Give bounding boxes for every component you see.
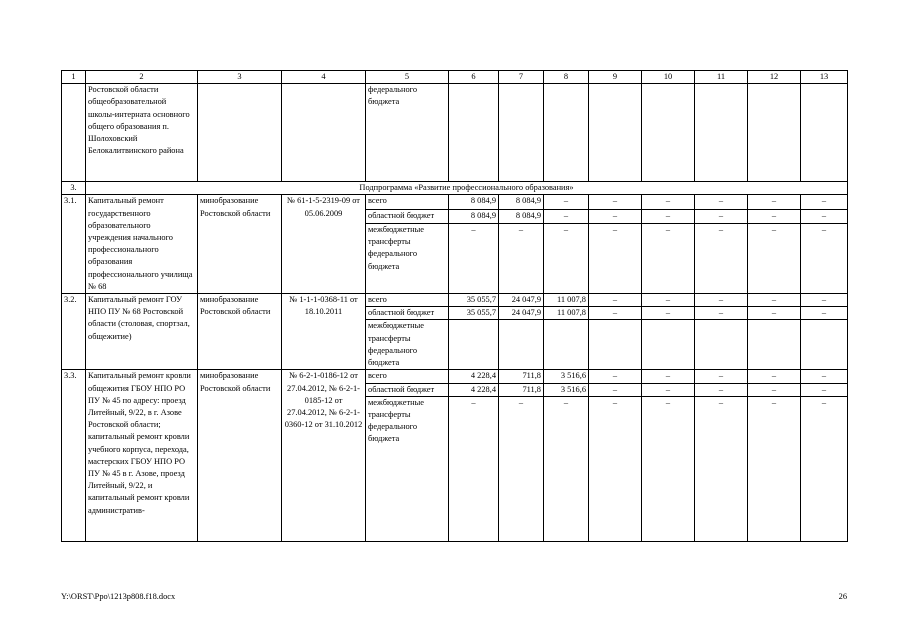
value-cell: – — [748, 307, 801, 320]
value-cell: – — [449, 396, 499, 541]
source-cell: всего — [366, 370, 449, 383]
value-cell: 35 055,7 — [449, 307, 499, 320]
value-cell: – — [748, 294, 801, 307]
value-cell: 8 084,9 — [499, 209, 544, 223]
source-cell: федерального бюджета — [366, 84, 449, 182]
document-cell: № 61-1-5-2319-09 от 05.06.2009 — [282, 195, 366, 294]
customer-cell: минобразование Ростовской области — [198, 195, 282, 294]
source-cell: межбюджетные трансферты федерального бюджета — [366, 320, 449, 370]
page-number: 26 — [838, 592, 847, 601]
source-cell: межбюджетные трансферты федерального бюджета — [366, 396, 449, 541]
col-header: 4 — [282, 71, 366, 84]
document-cell: № 6-2-1-0186-12 от 27.04.2012, № 6-2-1-0185-12 от 27.04.2012, № 6-2-1-0360-12 от 31.10.2012 — [282, 370, 366, 541]
source-cell: областной бюджет — [366, 383, 449, 396]
value-cell: – — [642, 307, 695, 320]
col-header: 10 — [642, 71, 695, 84]
value-cell: 24 047,9 — [499, 294, 544, 307]
table-row — [62, 294, 848, 307]
value-cell: – — [642, 209, 695, 223]
value-cell: – — [449, 224, 499, 294]
col-header: 3 — [198, 71, 282, 84]
col-header: 8 — [544, 71, 589, 84]
col-header: 5 — [366, 71, 449, 84]
object-cell: Капитальный ремонт государственного образовательного учреждения начального профессионального образования профессионального училища № 68 — [86, 195, 198, 294]
value-cell: – — [695, 195, 748, 209]
value-cell: 4 228,4 — [449, 383, 499, 396]
value-cell: 3 516,6 — [544, 370, 589, 383]
value-cell: – — [544, 209, 589, 223]
value-cell: – — [801, 224, 848, 294]
object-cell: Капитальный ремонт ГОУ НПО ПУ № 68 Ростовской области (столовая, спортзал, общежитие) — [86, 294, 198, 370]
value-cell: – — [801, 307, 848, 320]
value-cell: – — [695, 370, 748, 383]
table-row — [62, 370, 848, 383]
value-cell: 8 084,9 — [499, 195, 544, 209]
col-header: 13 — [801, 71, 848, 84]
column-number-row — [62, 71, 848, 84]
value-cell: – — [748, 396, 801, 541]
source-cell: всего — [366, 294, 449, 307]
value-cell: – — [748, 224, 801, 294]
section-number: 3. — [62, 182, 86, 195]
value-cell: – — [642, 294, 695, 307]
value-cell: – — [589, 370, 642, 383]
col-header: 12 — [748, 71, 801, 84]
value-cell: 24 047,9 — [499, 307, 544, 320]
value-cell: – — [695, 396, 748, 541]
object-cell: Капитальный ремонт кровли общежития ГБОУ НПО РО ПУ № 45 по адресу: проезд Литейный, 9/22, в г. Азове Ростовской области; капитальный ремонт кровли учебного корпуса, перехода, мастерских ГБОУ НПО РО ПУ № 45 в г. Азове, проезд Литейный, 9/22, и капитальный ремонт кровли административ- — [86, 370, 198, 541]
section-row — [62, 182, 848, 195]
value-cell: – — [499, 224, 544, 294]
value-cell: 711,8 — [499, 383, 544, 396]
value-cell: – — [589, 396, 642, 541]
value-cell: – — [801, 209, 848, 223]
value-cell: – — [589, 195, 642, 209]
value-cell: 711,8 — [499, 370, 544, 383]
section-title: Подпрограмма «Развитие профессионального образования» — [86, 182, 848, 195]
budget-table — [61, 70, 848, 542]
value-cell: – — [589, 383, 642, 396]
value-cell: – — [589, 224, 642, 294]
item-number: 3.1. — [62, 195, 86, 294]
value-cell: 11 007,8 — [544, 294, 589, 307]
col-header: 2 — [86, 71, 198, 84]
col-header: 7 — [499, 71, 544, 84]
continuation-row — [62, 84, 848, 182]
value-cell: – — [642, 396, 695, 541]
value-cell: – — [642, 383, 695, 396]
value-cell: – — [544, 224, 589, 294]
source-cell: межбюджетные трансферты федерального бюджета — [366, 224, 449, 294]
value-cell: 8 084,9 — [449, 209, 499, 223]
value-cell: – — [801, 294, 848, 307]
value-cell: – — [589, 209, 642, 223]
value-cell: – — [748, 195, 801, 209]
value-cell: – — [748, 383, 801, 396]
col-header: 11 — [695, 71, 748, 84]
customer-cell: минобразование Ростовской области — [198, 294, 282, 370]
value-cell: – — [801, 370, 848, 383]
document-path: Y:\ORST\Ppo\1213p808.f18.docx — [61, 592, 176, 601]
source-cell: областной бюджет — [366, 209, 449, 223]
value-cell: – — [695, 307, 748, 320]
customer-cell: минобразование Ростовской области — [198, 370, 282, 541]
value-cell: – — [801, 383, 848, 396]
item-number: 3.3. — [62, 370, 86, 541]
value-cell: 3 516,6 — [544, 383, 589, 396]
value-cell: – — [695, 294, 748, 307]
value-cell: – — [748, 209, 801, 223]
item-number: 3.2. — [62, 294, 86, 370]
value-cell: 4 228,4 — [449, 370, 499, 383]
document-cell: № 1-1-1-0368-11 от 18.10.2011 — [282, 294, 366, 370]
value-cell: – — [499, 396, 544, 541]
value-cell: – — [801, 195, 848, 209]
value-cell: 11 007,8 — [544, 307, 589, 320]
col-header: 9 — [589, 71, 642, 84]
value-cell: – — [695, 209, 748, 223]
object-cell: Ростовской области общеобразовательной школы-интерната основного общего образования п. Шолоховский Белокалитвинского района — [86, 84, 198, 182]
value-cell: – — [642, 370, 695, 383]
col-header: 1 — [62, 71, 86, 84]
value-cell: – — [544, 396, 589, 541]
col-header: 6 — [449, 71, 499, 84]
value-cell: 8 084,9 — [449, 195, 499, 209]
value-cell: – — [695, 383, 748, 396]
value-cell: – — [544, 195, 589, 209]
value-cell: – — [589, 294, 642, 307]
value-cell: – — [642, 224, 695, 294]
value-cell: – — [801, 396, 848, 541]
table-row — [62, 195, 848, 209]
source-cell: областной бюджет — [366, 307, 449, 320]
value-cell: 35 055,7 — [449, 294, 499, 307]
value-cell: – — [642, 195, 695, 209]
value-cell: – — [695, 224, 748, 294]
value-cell: – — [748, 370, 801, 383]
value-cell: – — [589, 307, 642, 320]
source-cell: всего — [366, 195, 449, 209]
